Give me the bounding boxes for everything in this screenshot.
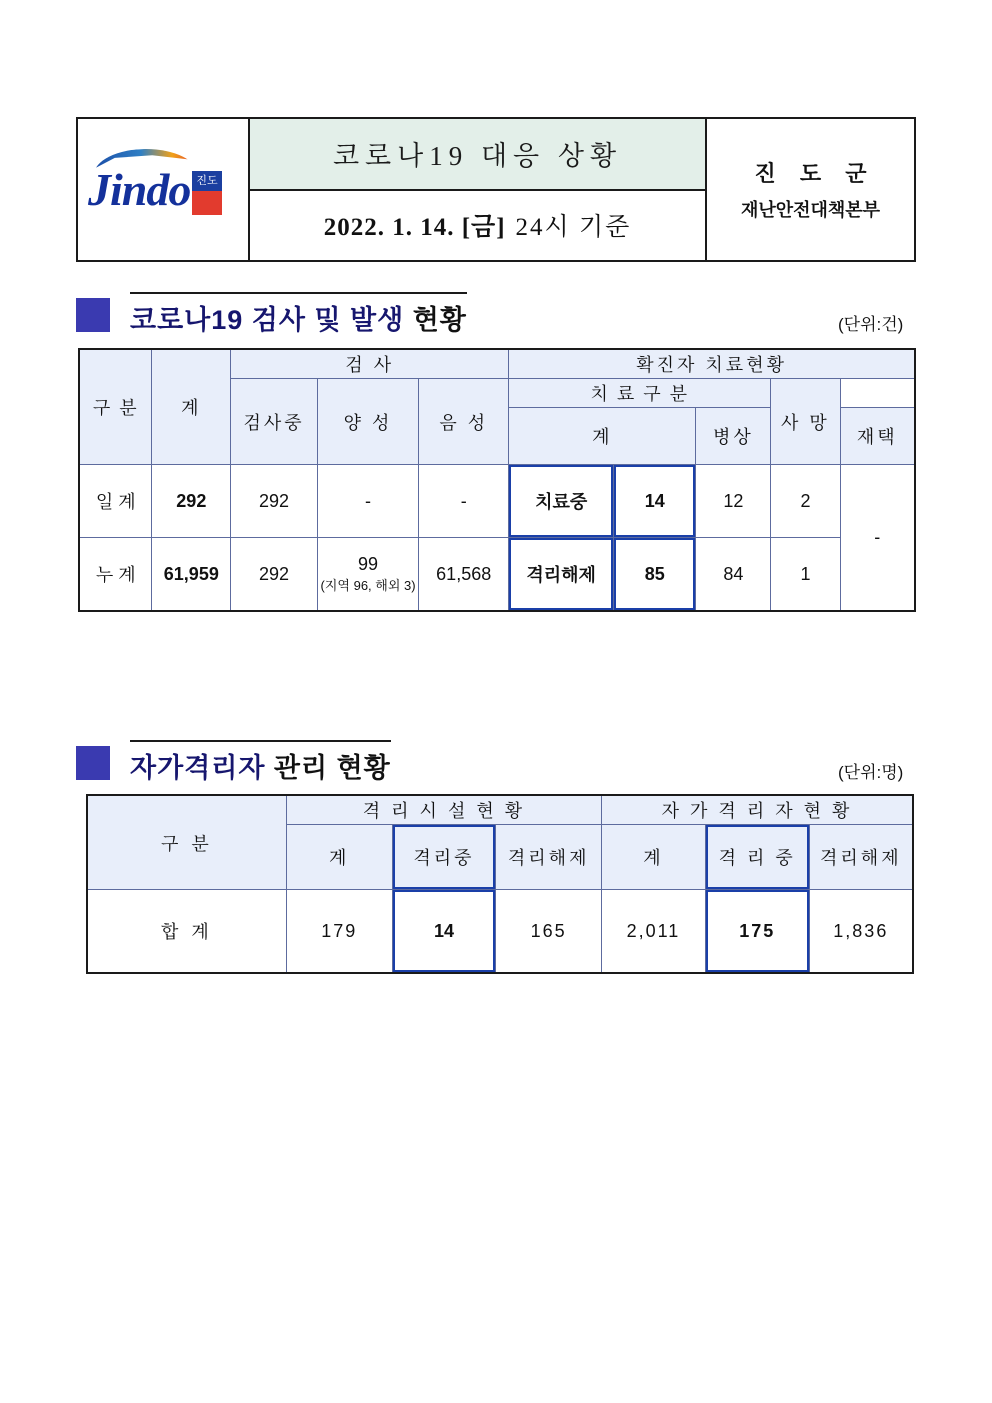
cell-death-value: -: [840, 465, 915, 612]
cell-cum-positive-note: (지역 96, 해외 3): [320, 578, 416, 593]
section-2-heading: [76, 740, 391, 785]
th-death: 사 망: [771, 379, 840, 465]
table-row: [87, 890, 913, 974]
th-gubun: 구 분: [79, 349, 152, 465]
cell-f-released: 165: [496, 890, 602, 974]
report-date: [250, 191, 705, 261]
logo-cell: [78, 119, 250, 260]
cell-daily-home: 2: [771, 465, 840, 538]
th-total: 계: [152, 349, 231, 465]
cell-cum-positive-value: 99: [358, 554, 379, 574]
cell-s-total: 2,011: [602, 890, 706, 974]
section-2-title-rest: 관리 현황: [265, 753, 391, 783]
th-inspecting: 검사중: [231, 379, 318, 465]
section-1-title-rest: 현황: [404, 305, 467, 335]
th-bed: 병상: [696, 408, 771, 465]
cell-f-isolating: 14: [392, 890, 496, 974]
th-positive: 양 성: [317, 379, 418, 465]
th-f-released: 격리해제: [496, 825, 602, 890]
logo-badge-label: 진도: [196, 174, 218, 187]
cell-cum-positive: [317, 538, 418, 612]
table-row: [79, 538, 915, 612]
cell-cum-treat-label: 격리해제: [509, 538, 614, 612]
th-negative: 음 성: [419, 379, 509, 465]
jindo-logo: [88, 145, 238, 235]
section-1-unit: (단위:건): [838, 315, 904, 334]
cell-cum-negative: 61,568: [419, 538, 509, 612]
report-header: [76, 117, 916, 262]
org-name: 진 도 군: [754, 161, 876, 186]
cell-cum-home: 1: [771, 538, 840, 612]
cell-daily-treat-total: 14: [614, 465, 696, 538]
row-label-sum: 합 계: [87, 890, 286, 974]
th-confirmed-status: 확진자 치료현황: [509, 349, 915, 379]
cell-daily-positive: -: [317, 465, 418, 538]
bullet-square-icon: [76, 298, 110, 332]
logo-wordmark: Jindo: [88, 163, 191, 215]
section-2-title-highlight: 자가격리자: [130, 753, 266, 783]
th-s-released: 격리해제: [809, 825, 913, 890]
th-q-gubun: 구 분: [87, 795, 286, 890]
table-row-header-1: [79, 349, 915, 379]
cell-s-isolating: 175: [705, 890, 809, 974]
cell-cum-inspecting: 292: [231, 538, 318, 612]
th-treat-type: 치 료 구 분: [509, 379, 771, 408]
th-treat-total: 계: [509, 408, 696, 465]
cell-daily-treat-label: 치료중: [509, 465, 614, 538]
bullet-square-icon: [76, 746, 110, 780]
section-1-title: [130, 292, 467, 337]
issuing-org: [707, 119, 914, 260]
section-2-title: [130, 740, 391, 785]
th-selfiso: 자 가 격 리 자 현 황: [602, 795, 913, 825]
th-f-isolating: 격리중: [392, 825, 496, 890]
table-row: [79, 465, 915, 538]
th-home: 재택: [840, 408, 915, 465]
cell-daily-inspecting: 292: [231, 465, 318, 538]
report-title: 코로나19 대응 상황: [250, 119, 705, 191]
section-2-unit: (단위:명): [838, 763, 904, 782]
report-date-bold: 2022. 1. 14. [금]: [323, 214, 506, 242]
section-1-title-highlight: 코로나19 검사 및 발생: [130, 305, 405, 335]
row-label-daily: 일 계: [79, 465, 152, 538]
row-label-cumulative: 누 계: [79, 538, 152, 612]
cell-cum-total: 61,959: [152, 538, 231, 612]
cell-daily-bed: 12: [696, 465, 771, 538]
cell-cum-treat-total: 85: [614, 538, 696, 612]
cell-daily-total: 292: [152, 465, 231, 538]
org-department: 재난안전대책본부: [740, 200, 881, 220]
report-date-light: 24시 기준: [515, 214, 632, 242]
th-facility: 격 리 시 설 현 황: [286, 795, 601, 825]
table-row-header-1: [87, 795, 913, 825]
covid-test-table: [78, 348, 916, 612]
cell-f-total: 179: [286, 890, 392, 974]
header-center: [250, 119, 707, 260]
quarantine-table: [86, 794, 914, 974]
cell-daily-negative: -: [419, 465, 509, 538]
cell-s-released: 1,836: [809, 890, 913, 974]
th-inspection: 검 사: [231, 349, 509, 379]
th-s-total: 계: [602, 825, 706, 890]
section-1-heading: [76, 292, 467, 337]
cell-cum-bed: 84: [696, 538, 771, 612]
th-s-isolating: 격 리 중: [705, 825, 809, 890]
th-f-total: 계: [286, 825, 392, 890]
